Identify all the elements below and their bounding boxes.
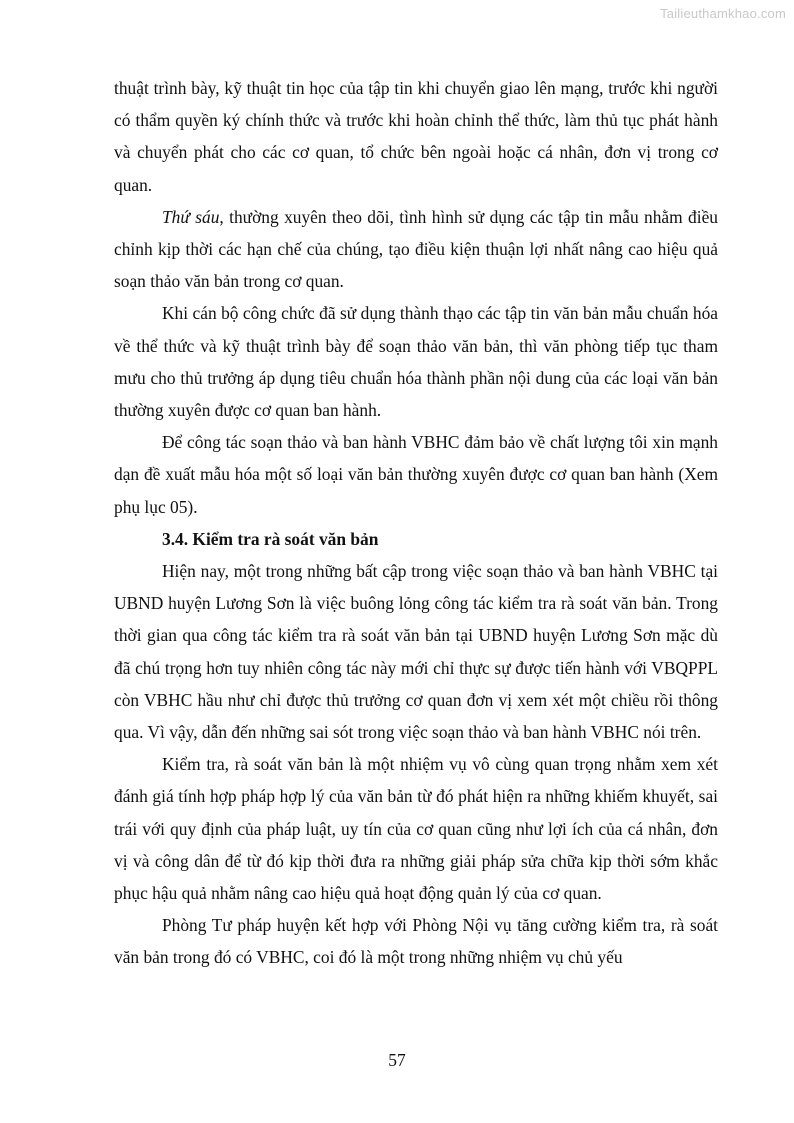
paragraph-7: Phòng Tư pháp huyện kết hợp với Phòng Nội vụ tăng cường kiểm tra, rà soát văn bản trong đó có VBHC, coi đó là một trong những nhiệm vụ chủ yếu: [114, 915, 718, 968]
paragraph-5: Hiện nay, một trong những bất cập trong việc soạn thảo và ban hành VBHC tại UBND huyện Lương Sơn là việc buông lỏng công tác kiểm tra rà soát văn bản. Trong thời gian qua công tác kiểm tra rà soát văn bản tại UBND huyện Lương Sơn mặc dù đã chú trọng hơn tuy nhiên công tác này mới chỉ thực sự được tiến hành với VBQPPL còn VBHC hầu như chỉ được thủ trưởng cơ quan đơn vị xem xét một chiều rồi thông qua. Vì vậy, dẫn đến những sai sót trong việc soạn thảo và ban hành VBHC nói trên.: [114, 561, 718, 743]
paragraph-2-lead: Thứ sáu: [162, 206, 220, 227]
paragraph-2: [114, 201, 718, 298]
section-heading: 3.4. Kiểm tra rà soát văn bản: [162, 528, 379, 549]
document-body: [114, 72, 718, 974]
paragraph-1: thuật trình bày, kỹ thuật tin học của tập tin khi chuyển giao lên mạng, trước khi người có thẩm quyền ký chính thức và trước khi hoàn chỉnh thể thức, làm thủ tục phát hành và chuyển phát cho các cơ quan, tổ chức bên ngoài hoặc cá nhân, đơn vị trong cơ quan.: [114, 78, 718, 195]
watermark-text: Tailieuthamkhao.com: [660, 6, 786, 21]
page-number: 57: [388, 1050, 406, 1070]
paragraph-2-text: , thường xuyên theo dõi, tình hình sử dụng các tập tin mẫu nhằm điều chỉnh kịp thời các hạn chế của chúng, tạo điều kiện thuận lợi nhất nâng cao hiệu quả soạn thảo văn bản trong cơ quan.: [114, 206, 718, 292]
paragraph-3: Khi cán bộ công chức đã sử dụng thành thạo các tập tin văn bản mẫu chuẩn hóa về thể thức và kỹ thuật trình bày để soạn thảo văn bản, thì văn phòng tiếp tục tham mưu cho thủ trưởng áp dụng tiêu chuẩn hóa thành phần nội dung của các loại văn bản thường xuyên được cơ quan ban hành.: [114, 303, 718, 421]
paragraph-4: Để công tác soạn thảo và ban hành VBHC đảm bảo về chất lượng tôi xin mạnh dạn đề xuất mẫu hóa một số loại văn bản thường xuyên được cơ quan ban hành (Xem phụ lục 05).: [114, 432, 718, 517]
paragraph-6: Kiểm tra, rà soát văn bản là một nhiệm vụ vô cùng quan trọng nhằm xem xét đánh giá tính hợp pháp hợp lý của văn bản từ đó phát hiện ra những khiếm khuyết, sai trái với quy định của pháp luật, uy tín của cơ quan cũng như lợi ích của cá nhân, đơn vị và công dân để từ đó kịp thời đưa ra những giải pháp sửa chữa kịp thời sớm khắc phục hậu quả nhằm nâng cao hiệu quả hoạt động quản lý của cơ quan.: [114, 754, 718, 904]
